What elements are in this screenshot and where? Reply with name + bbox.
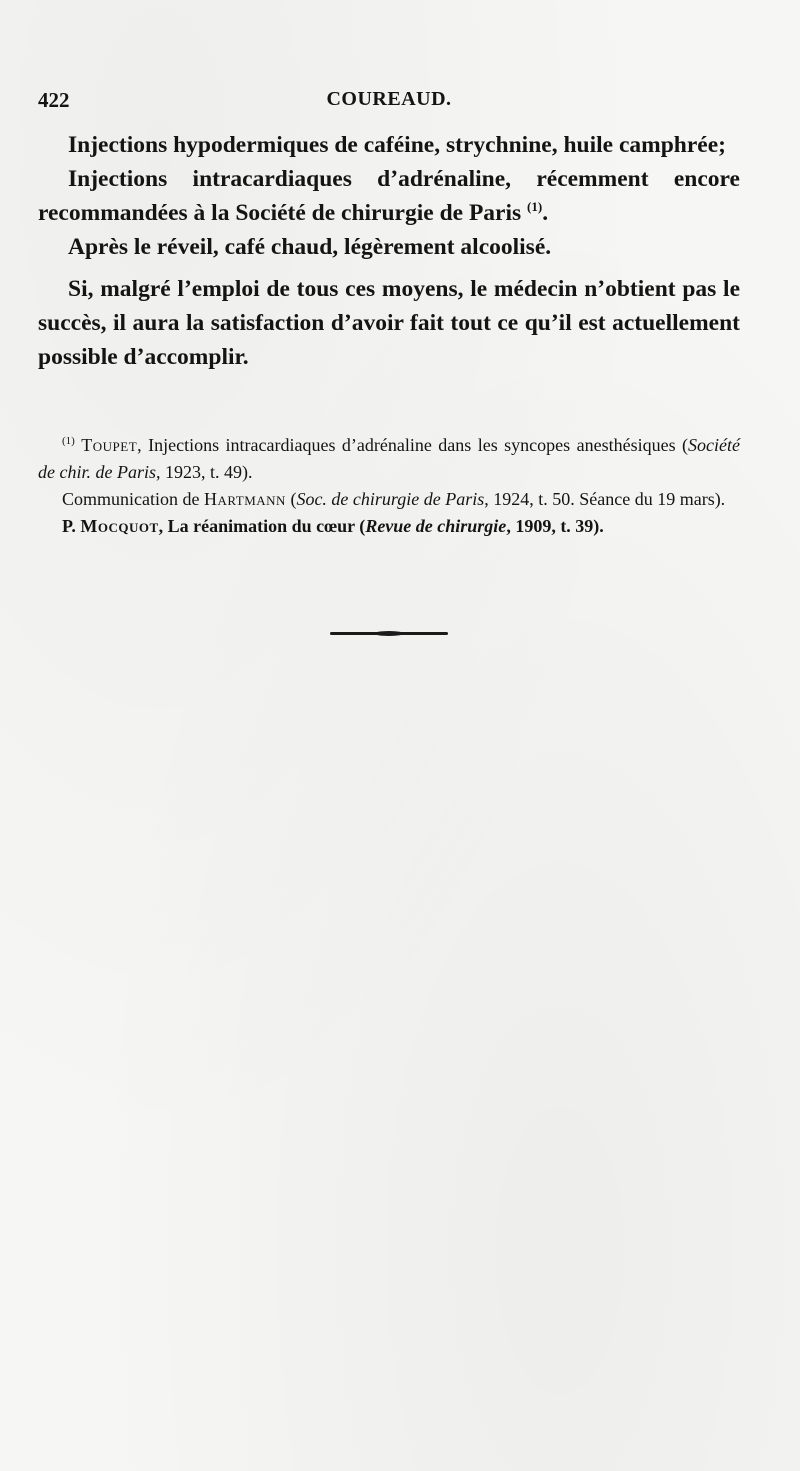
footnote-lead: P. — [62, 516, 81, 536]
footnote-3 — [38, 513, 740, 540]
footnote-source: Soc. de chirurgie de Paris — [296, 489, 485, 509]
end-ornament-rule — [330, 632, 448, 635]
footnote-source: Revue de chirurgie — [365, 516, 507, 536]
footnote-source: Société de chir. de Paris — [38, 435, 740, 482]
footnote-author: Toupet — [81, 435, 138, 455]
paragraph-adrenaline-injections — [38, 162, 740, 230]
paragraph-end: . — [542, 200, 549, 226]
running-head: COUREAUD. — [326, 88, 452, 110]
footnote-reference: (1) — [527, 199, 543, 215]
footnotes — [38, 432, 740, 540]
page-header — [38, 88, 740, 118]
body-text — [38, 128, 740, 374]
footnote-ref: , 1909, t. 39). — [506, 516, 604, 536]
footnote-text: , La réanimation du cœur ( — [158, 516, 366, 536]
footnote-ref: , 1923, t. 49). — [155, 462, 253, 482]
footnote-text: , Injections intracardiaques d’adrénaline dans les syncopes anesthésiques ( — [137, 435, 689, 455]
page-number: 422 — [38, 88, 70, 112]
footnote-lead: Communication de — [62, 489, 204, 509]
paragraph-text: Injections intracardiaques d’adrénaline, récemment encore recommandées à la Société de chirurgie de Paris — [38, 166, 740, 226]
footnote-open: ( — [285, 489, 297, 509]
footnote-ref: , 1924, t. 50. Séance du 19 mars). — [484, 489, 726, 509]
footnote-author: Mocquot — [80, 516, 159, 536]
footnote-1 — [38, 432, 740, 486]
paragraph-caffeine-injections: Injections hypodermiques de caféine, strychnine, huile camphrée; — [68, 132, 726, 158]
footnote-mark: (1) — [62, 435, 75, 447]
footnote-2 — [38, 486, 740, 513]
footnote-author: Hartmann — [203, 489, 286, 509]
paragraph-conclusion: Si, malgré l’emploi de tous ces moyens, le médecin n’obtient pas le succès, il aura la satisfaction d’avoir fait tout ce qu’il est actuellement possible d’accomplir. — [38, 276, 740, 370]
paragraph-after-waking: Après le réveil, café chaud, légèrement alcoolisé. — [68, 234, 552, 260]
